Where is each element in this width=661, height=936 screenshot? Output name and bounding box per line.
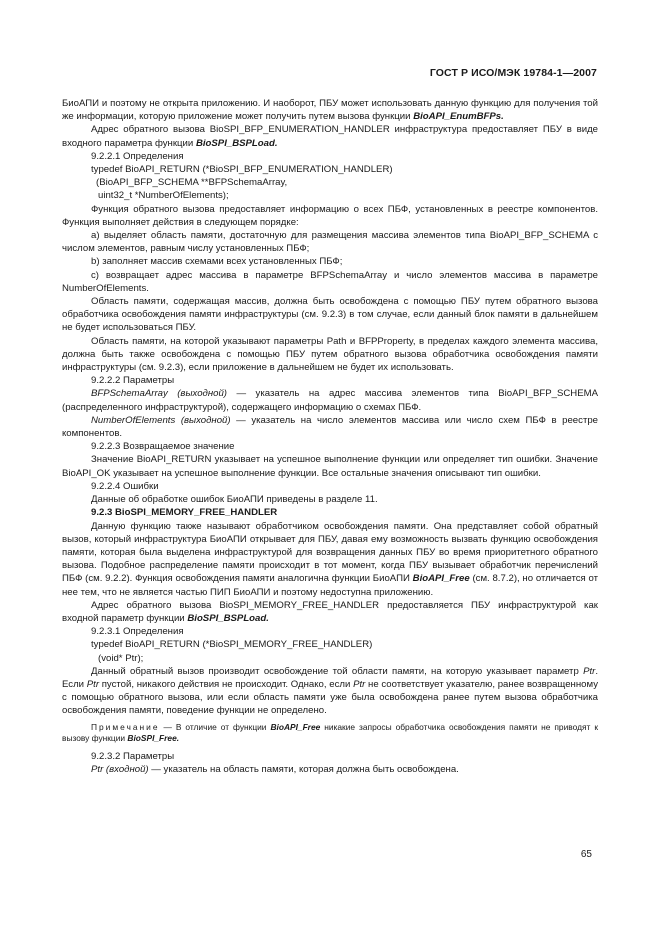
function-name: BioSPI_Free. [127,733,180,744]
page-number: 65 [580,849,592,860]
function-name: BioSPI_BSPLoad. [187,612,269,624]
function-name: BioSPI_BSPLoad. [195,137,278,149]
subsection-heading: 9.2.3.2 Параметры [91,750,175,762]
parameter-description: Ptr (входной) — указатель на область памяти, которая должна быть освобождена. [91,763,459,775]
paragraph: Данные об обработке ошибок БиоАПИ приведены в разделе 11. [91,494,378,506]
note: Примечание — В отличие от функции BioAPI_Free никакие запросы обработчика освобождения памяти не приводят к вызову функции BioSPI_Free. [62,721,599,744]
parameter-description: BFPSchemaArray (выходной) — указатель на адрес массива элементов типа BioAPI_BFP_SCHEMA (распределенного инфраструктурой), содержащего информацию о схемах ПБФ. [62,388,598,413]
list-item: b) заполняет массив схемами всех установленных ПБФ; [91,256,343,268]
paragraph: Данный обратный вызов производит освобождение той области памяти, на которую указывает параметр Ptr. Если Ptr пустой, никакого действия не происходит. Однако, если Ptr не соответствует указателю, ранее возвращенному с помощью обратного вызова, или если область памяти уже была освобождена ранее путем вызова обработчика освобождения памяти, поведение функции не определено. [62,665,598,717]
list-item: c) возвращает адрес массива в параметре BFPSchemaArray и число элементов массива в параметре NumberOfElements. [62,269,598,294]
parameter-name: NumberOfElements (выходной) [91,414,231,426]
subsection-heading: 9.2.2.4 Ошибки [91,480,159,492]
code-line: (BioAPI_BFP_SCHEMA **BFPSchemaArray, [96,177,288,189]
list-item: a) выделяет область памяти, достаточную для размещения массива элементов типа BioAPI_BFP_SCHEMA с числом элементов, равным числу установленных ПБФ; [62,230,598,255]
subsection-heading: 9.2.2.3 Возвращаемое значение [91,441,235,453]
function-name: BioAPI_Free [270,721,321,732]
standard-header: ГОСТ Р ИСО/МЭК 19784-1—2007 [429,67,597,79]
parameter-description: NumberOfElements (выходной) — указатель на число элементов массива или число схем ПБФ в реестре компонентов. [62,414,599,440]
code-line: typedef BioAPI_RETURN (*BioSPI_MEMORY_FREE_HANDLER) [91,639,373,651]
subsection-heading: 9.2.2.2 Параметры [91,375,175,387]
paragraph: Значение BioAPI_RETURN указывает на успешное выполнение функции или определяет тип ошибки. Значение BioAPI_OK указывает на успешное выполнение функции. Все остальные значения описывают тип ошибки. [62,454,598,479]
paragraph: Данную функцию также называют обработчиком освобождения памяти. Она представляет собой обратный вызов, который инфраструктура БиоАПИ открывает для ПБУ, давая ему возможность вызвать функцию освобождения памяти, которая была выделена инфраструктурой для возвращения данных ПБУ во время приоритетного обратного вызова. Подобное распределение памяти происходит в тот момент, когда ПБУ вызывает обработчик перечислений ПБФ (см. 9.2.2). Функция освобождения памяти аналогична функции БиоАПИ BioAPI_Free (см. 8.7.2), но отличается от нее тем, что не является частью ПИП БиоАПИ и поэтому недоступна приложению. [62,520,599,598]
paragraph: БиоАПИ и поэтому не открыта приложению. И наоборот, ПБУ может использовать данную функцию для получения той же информации, которую приложение может получить путем вызова функции BioAPI_EnumBFPs. [62,98,598,123]
note-label: Примечание [91,721,160,732]
parameter-name: BFPSchemaArray (выходной) [91,388,227,400]
section-heading: 9.2.3 BioSPI_MEMORY_FREE_HANDLER [91,507,278,519]
parameter-name: Ptr (входной) [91,763,149,775]
code-line: uint32_t *NumberOfElements); [98,190,229,202]
function-name: BioAPI_EnumBFPs. [413,111,504,123]
document-body [62,97,598,776]
paragraph: Функция обратного вызова предоставляет информацию о всех ПБФ, установленных в реестре компонентов. Функция выполняет действия в следующем порядке: [62,203,598,228]
function-name: BioAPI_Free [412,573,470,585]
paragraph: Область памяти, содержащая массив, должна быть освобождена с помощью ПБУ путем обратного вызова обработчика освобождения памяти инфраструктуры (см. 9.2.3) в том случае, если данный блок памяти в дальнейшем не будет использоваться ПБУ. [62,296,598,334]
code-line: typedef BioAPI_RETURN (*BioSPI_BFP_ENUMERATION_HANDLER) [91,164,393,176]
subsection-heading: 9.2.3.1 Определения [91,626,184,638]
paragraph: Адрес обратного вызова BioSPI_BFP_ENUMERATION_HANDLER инфраструктура предоставляет ПБУ в виде входного параметра функции BioSPI_BSPLoad. [62,124,598,149]
subsection-heading: 9.2.2.1 Определения [91,150,184,162]
code-line: (void* Ptr); [98,652,144,664]
paragraph: Область памяти, на которой указывают параметры Path и BFPProperty, в пределах каждого элемента массива, должна быть также освобождена с помощью ПБУ путем обратного вызова обработчика освобождения памяти инфраструктуры (см. 9.2.3), если приложение в дальнейшем не будет их использовать. [62,335,598,374]
paragraph: Адрес обратного вызова BioSPI_MEMORY_FREE_HANDLER предоставляется ПБУ инфраструктурой как входной параметр функции BioSPI_BSPLoad. [62,599,598,624]
